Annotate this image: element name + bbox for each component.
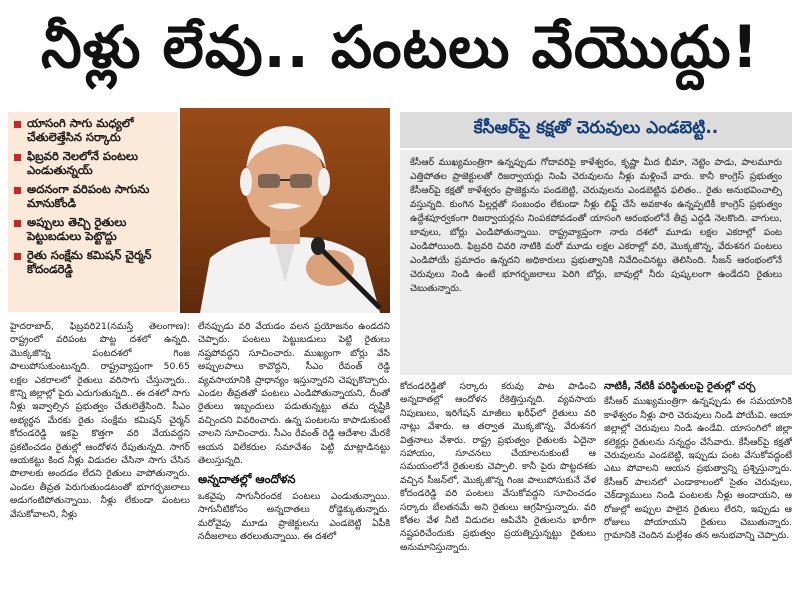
article-column-1: హైదరాబాద్, ఫిబ్రవరి21(నమస్తే తెలంగాణ): రాష్ట్రంలో వరిపంట పొట్ట దశలో ఉన్నది. మొక్కజొన్న పంటదశలో గింజ పాలుపోసుకుంటున్నది. రాష్ట్రవ్యాప్తంగా 50.65 లక్షల ఎకరాలలో రైతులు వరిసాగు చేస్తున్నారు.. కొన్ని జిల్లాల్లో పైరు ఎదుగుతున్నది.. ఈ దశలో సాగు నీళ్లు ఇవ్వాల్సిన ప్రభుత్వం చేతులెత్తేసింది. సీఎం అభ్యర్థన మేరకు రైతు సంక్షేమ కమిషన్ చైర్మన్ కోదండరెడ్డి ఇకపై కొత్తగా వరి వేయవద్దని ప్రకటించడం రైతుల్లో ఆందోళన రేపుతున్నది. సాగర్ ఆయకట్టు కింద నీళ్లు విడుదల చేసినా సాగు చేసిన పొలాలకు అందడం లేదని రైతులు వాపోతున్నారు. ఎండల తీవ్రత పెరుగుతుండటంతో భూగర్భజలాలు అడుగంటిపోతున్నాయి. నీళ్లు లేకుండా పంటలు వేసుకోవాలని, నీళ్లు <box>10 321 190 520</box>
bullet-item <box>14 248 174 276</box>
sidebar-box-body: కేసీఆర్ ముఖ్యమంత్రిగా ఉన్నప్పుడు గోదావరిపై కాళేశ్వరం, కృష్ణా మీద భీమా, నెట్టెం పాడు, పాలమూరు ఎత్తిపోతల ప్రాజెక్టులతో రిజర్వాయర్లు నింపి చెరువులను నీళ్లు మళ్లించే వారు. కానీ కాంగ్రెస్ ప్రభుత్వం కేసీఆర్‌పై కక్షతో కాళేశ్వరం ప్రాజెక్టును పండబెట్టి, చెరువులను ఎండబెట్టిన ఫలితం.. రైతు అనుభవించాల్సి వస్తున్నది. కుంగిన పిల్లర్లతో సంబంధం లేకుండా నీళ్లు లిఫ్ట్ చేసే అవకాశం ఉన్నప్పటికీ కాంగ్రెస్ ప్రభుత్వం ఉద్దేశపూర్వకంగా రిజర్వాయర్లను నింపకపోవడంతో యాసంగి ఆరంభంలోనే తీవ్ర ఎద్దడి నెలకొంది. వాగులు, బావులు, బోర్లు ఎండిపోతున్నాయి. రాష్ట్రవ్యాప్తంగా నారు దశలో మూడు లక్షల ఎకరాల్లో పంట ఎండిపోయింది. ఫిబ్రవరి చివరి నాటికి మరో మూడు లక్షల ఎకరాల్లో వరి, మొక్కజొన్న, వేరుశనగ పంటలు ఎండిపోయే ప్రమాదం ఉన్నదని అధికారులు ప్రభుత్వానికి నివేదించినట్టు తెలిసింది. సీజన్ ఆరంభంలోనే చెరువులు నిండి ఉంటే భూగర్భజలాలు పెరిగి బోర్లు, బావుల్లో నీరు పుష్కలంగా ఉండేదని రైతులు చెబుతున్నారు. <box>400 150 792 375</box>
column-2-text: లేనప్పుడు వరి వేయడం వలన ప్రయోజనం ఉండదని చెప్పారు. పంటలు పెట్టుబడులు పెట్టి రైతులు నష్టపోవద్దని సూచించారు. ముఖ్యంగా బోర్లు వేసి అప్పులపాలు కావొద్దని, సీఎం రేవంత్ రెడ్డి వ్యవసాయానికి ప్రాధాన్యం ఇస్తున్నారని చెప్పుకొచ్చారు. ఎండల తీవ్రతతో పంటలు ఎండిపోతున్నాయని, దీంతో రైతులు ఇబ్బందులు పడుతున్నట్టు తమ దృష్టికి వచ్చిందని వివరించారు. ఉన్న పంటలను కాపాడుకుంటే చాలని సూచించారు. సీఎం రేవంత్ రెడ్డి ఆదేశాల మేరకే ఆయన విలేకరుల సమావేశం పెట్టి మాట్లాడినట్టు తెలుస్తున్నది. <box>198 321 390 467</box>
bullet-item <box>14 149 174 177</box>
article-column-4 <box>604 380 792 592</box>
bullet-square-icon <box>14 154 21 161</box>
article-column-2 <box>198 320 390 592</box>
bullet-item <box>14 182 174 210</box>
column-2-text-continued: ఒకవైపు సాగునీరందక పంటలు ఎండుతున్నాయి. సాగునీటికోసం అన్నదాతలు రోడ్డెక్కుతున్నారు. మరోవైపు మూడు ప్రాజెక్టులను ఎండబెట్టి ఏపీకి నదీజలాలు తరలుతున్నాయి. ఈ దశలో <box>198 490 390 543</box>
bullet-item <box>14 116 174 144</box>
bullet-text: అప్పులు తెచ్చి రైతులు పెట్టుబడులు పెట్టొద్దు <box>27 215 127 243</box>
bullet-text: యాసంగి సాగు మధ్యలో చేతులెత్తేసిన సర్కారు <box>27 116 134 144</box>
sidebar-box-title: కేసీఆర్‌పై కక్షతో చెరువులు ఎండబెట్టి.. <box>400 112 792 148</box>
bullet-text: అదనంగా వరిపంట సాగును మానుకోండి <box>27 182 150 210</box>
column-4-heading: నాటికీ, నేటికీ పరిస్థితులపై రైతుల్లో చర్చ <box>604 381 756 392</box>
bullet-item <box>14 215 174 243</box>
column-2-subhead: అన్నదాతల్లో ఆందోళన <box>198 472 296 487</box>
speaker-photo <box>180 108 390 313</box>
speaker-illustration <box>180 108 390 313</box>
bullet-square-icon <box>14 253 21 260</box>
headline: నీళ్లు లేవు.. పంటలు వేయొద్దు! <box>40 12 760 81</box>
bullet-square-icon <box>14 220 21 227</box>
highlights-box <box>8 112 178 312</box>
bullet-square-icon <box>14 121 21 128</box>
bullet-text: ఫిబ్రవరి నెలలోనే పంటలు ఎండుతున్నయ్ <box>27 149 138 177</box>
bullet-text: రైతు సంక్షేమ కమిషన్ చైర్మన్ కోదండరెడ్డి <box>27 248 152 276</box>
article-column-3: కోదండరెడ్డితో సర్కారు కరువు పాట పాడించి అన్నదాతల్లో ఆందోళన రేకెత్తిస్తున్నది. వ్యవసాయ నిపుణులు, ఇరిగేషన్ మాజీలు ఖరీఫ్‌లో రైతులు వరి నాట్లు వేశారు. ఆ తర్వాత మొక్కజొన్న, వేరుశనగ విత్తనాలు వేశారు. రాష్ట్ర ప్రభుత్వం రైతులకు ఏదైనా సహాయం, సూచనలు చేయాలనుకుంటే ఆ సమయంలోనే రైతులకు చెప్పాలి. కానీ పైరు పొట్టదశకు వచ్చిన సీజన్‌లో, మొక్కజొన్న గింజ పాలుపోసుకునే వేళ కోదండరెడ్డి వరి పంటలు వేసుకోవద్దని సూచించడం సర్కారు బేలతనమే అని రైతులు ఆగ్రహిస్తున్నారు. వరి కోతల వేళ నీటి విడుదల ఆపివేసి రైతులను భారీగా నష్టపరిచేందుకు ప్రభుత్వం ప్రయత్నిస్తున్నట్టు రైతులు అనుమానిస్తున్నారు. <box>400 381 596 553</box>
bullet-square-icon <box>14 187 21 194</box>
column-4-text: కేసీఆర్ ముఖ్యమంత్రిగా ఉన్నప్పుడు ఈ సమయానికి కాళేశ్వరం నీళ్లు పారి చెరువులు నిండి పోయేవి. ఆయా జిల్లాల్లో చెరువులు నిండి ఉండేవి. యాసంగిలో జిల్లా కలెక్టర్లు రైతులను సన్నద్ధం చేసేవారు. కేసీఆర్‌పై కక్షతో చెరువులను ఎండబెట్టి, ఇప్పుడు పంట వేసుకోవద్దంటే ఎటు పోవాలని ఆయన ప్రభుత్వాన్ని ప్రశ్నిస్తున్నారు. కేసీఆర్ పాలనలో ఎండాకాలంలో సైతం చెరువులు, చెక్‌డ్యాములు నిండి పంటలకు నీళ్లు అందాయని, ఆ రోజుల్లో అప్పుల పాలైన రైతులు లేరని, ఇప్పుడు ఆ రోజులు పోయాయని రైతులు చెబుతున్నారు. గ్రామానికి చెందిన మల్లేశం తన అనుభవాన్ని చెప్పారు. <box>604 396 792 542</box>
